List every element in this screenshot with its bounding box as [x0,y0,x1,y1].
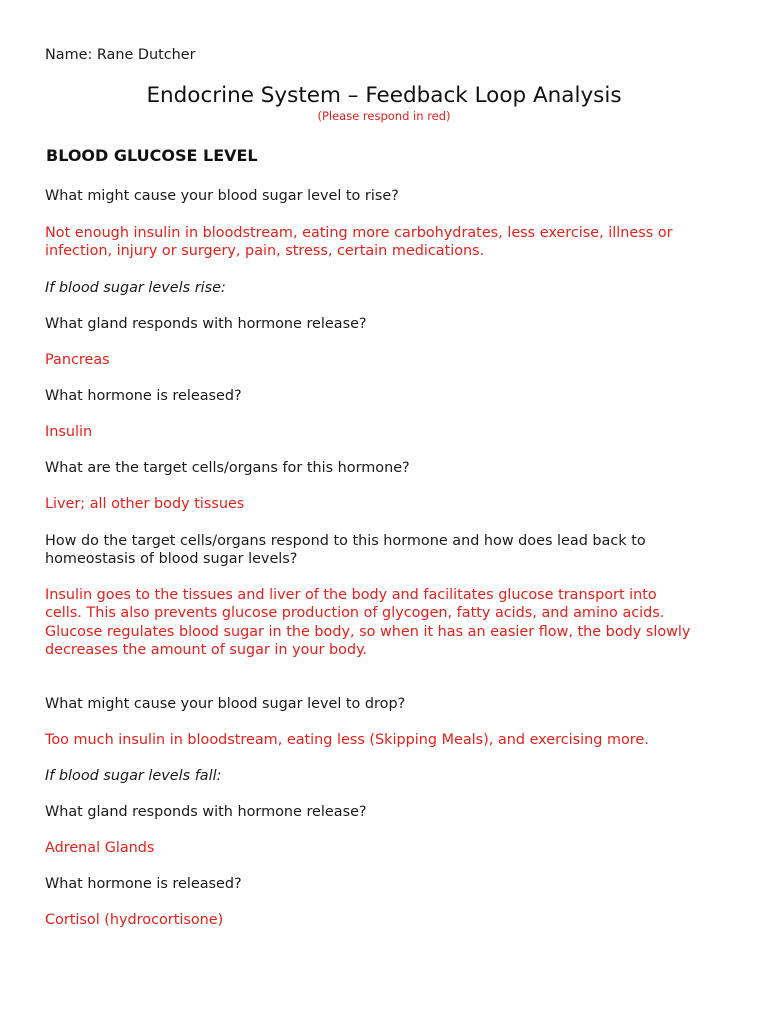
question-hormone-rise: What hormone is released? [45,388,242,404]
answer-rise-line: Not enough insulin in bloodstream, eating more carbohydrates, less exercise, illness or [45,225,673,241]
answer-response-line: Glucose regulates blood sugar in the body, so when it has an easier flow, the body slowly [45,623,691,640]
answer-gland-rise: Pancreas [45,352,110,368]
condition-rise: If blood sugar levels rise: [45,280,226,296]
answer-rise [45,224,673,261]
condition-fall: If blood sugar levels fall: [45,768,222,784]
answer-response-line: decreases the amount of sugar in your body. [45,641,368,658]
student-name: Name: Rane Dutcher [45,47,196,63]
question-rise: What might cause your blood sugar level to rise? [45,188,399,204]
question-targets: What are the target cells/organs for this hormone? [45,460,410,476]
answer-hormone-rise: Insulin [45,424,93,440]
section-heading: BLOOD GLUCOSE LEVEL [46,146,258,165]
answer-gland-fall: Adrenal Glands [45,840,155,856]
instruction-note: (Please respond in red) [317,109,451,123]
answer-response [45,586,690,659]
question-response-line: How do the target cells/organs respond to this hormone and how does lead back to [45,533,646,549]
question-drop: What might cause your blood sugar level to drop? [45,696,406,712]
answer-response-line: cells. This also prevents glucose production of glycogen, fatty acids, and amino acids. [45,605,665,622]
question-response-line: homeostasis of blood sugar levels? [45,551,298,568]
answer-drop: Too much insulin in bloodstream, eating less (Skipping Meals), and exercising more. [45,732,649,748]
answer-rise-line: infection, injury or surgery, pain, stress, certain medications. [45,243,485,260]
question-response [45,532,646,569]
question-gland-rise: What gland responds with hormone release? [45,316,367,332]
answer-targets: Liver; all other body tissues [45,496,245,512]
question-gland-fall: What gland responds with hormone release? [45,804,367,820]
page-title: Endocrine System – Feedback Loop Analysis [146,83,622,108]
answer-response-line: Insulin goes to the tissues and liver of the body and facilitates glucose transport into [45,587,657,603]
answer-hormone-fall: Cortisol (hydrocortisone) [45,912,224,928]
question-hormone-fall: What hormone is released? [45,876,242,892]
